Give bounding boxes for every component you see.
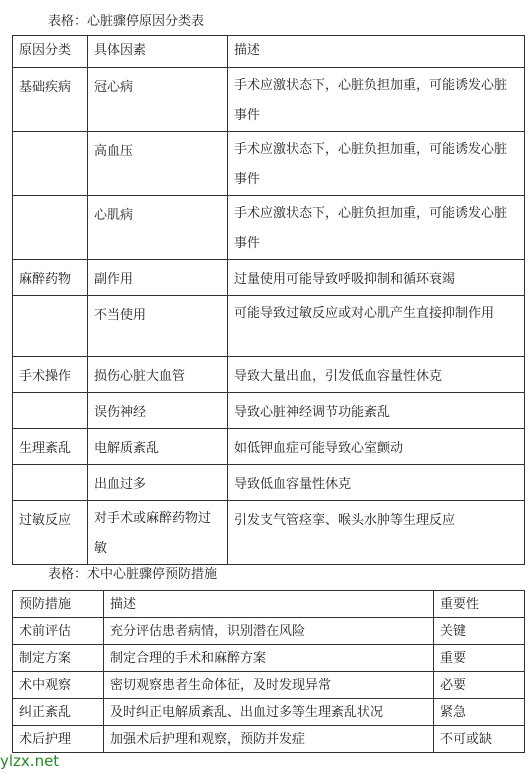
header-cell: 描述 bbox=[104, 591, 434, 618]
factor-cell: 对手术或麻醉药物过敏 bbox=[88, 501, 228, 565]
importance-cell: 关键 bbox=[434, 618, 525, 645]
measure-cell: 术中观察 bbox=[13, 672, 104, 699]
table-row bbox=[13, 501, 525, 565]
cause-category-cell: 过敏反应 bbox=[13, 501, 88, 565]
table-row bbox=[13, 296, 525, 357]
header-cell: 具体因素 bbox=[88, 36, 228, 68]
factor-cell: 副作用 bbox=[88, 260, 228, 296]
factor-cell: 损伤心脏大血管 bbox=[88, 357, 228, 393]
description-cell: 引发支气管痉挛、喉头水肿等生理反应 bbox=[228, 501, 525, 565]
table-row bbox=[13, 618, 525, 645]
table-row bbox=[13, 357, 525, 393]
description-cell: 手术应激状态下，心脏负担加重，可能诱发心脏事件 bbox=[228, 196, 525, 260]
factor-cell: 高血压 bbox=[88, 132, 228, 196]
description-cell: 可能导致过敏反应或对心肌产生直接抑制作用 bbox=[228, 296, 525, 357]
description-cell: 充分评估患者病情，识别潜在风险 bbox=[104, 618, 434, 645]
cause-category-cell: 生理紊乱 bbox=[13, 429, 88, 465]
header-cell: 描述 bbox=[228, 36, 525, 68]
cause-category-cell bbox=[13, 196, 88, 260]
cause-classification-table bbox=[12, 35, 525, 565]
table1-caption: 表格：心脏骤停原因分类表 bbox=[48, 14, 205, 29]
cause-category-cell: 基础疾病 bbox=[13, 68, 88, 132]
cause-category-cell: 手术操作 bbox=[13, 357, 88, 393]
measure-cell: 术前评估 bbox=[13, 618, 104, 645]
table-row bbox=[13, 393, 525, 429]
table-row bbox=[13, 260, 525, 296]
importance-cell: 重要 bbox=[434, 645, 525, 672]
table-row bbox=[13, 196, 525, 260]
table-header-row bbox=[13, 591, 525, 618]
measure-cell: 制定方案 bbox=[13, 645, 104, 672]
cause-category-cell bbox=[13, 132, 88, 196]
importance-cell: 必要 bbox=[434, 672, 525, 699]
cause-category-cell bbox=[13, 465, 88, 501]
description-cell: 过量使用可能导致呼吸抑制和循环衰竭 bbox=[228, 260, 525, 296]
factor-cell: 电解质紊乱 bbox=[88, 429, 228, 465]
importance-cell: 紧急 bbox=[434, 699, 525, 726]
description-cell: 手术应激状态下，心脏负担加重，可能诱发心脏事件 bbox=[228, 68, 525, 132]
description-cell: 手术应激状态下，心脏负担加重，可能诱发心脏事件 bbox=[228, 132, 525, 196]
factor-cell: 误伤神经 bbox=[88, 393, 228, 429]
header-cell: 预防措施 bbox=[13, 591, 104, 618]
factor-cell: 冠心病 bbox=[88, 68, 228, 132]
description-cell: 加强术后护理和观察，预防并发症 bbox=[104, 726, 434, 753]
table-row bbox=[13, 465, 525, 501]
description-cell: 导致心脏神经调节功能紊乱 bbox=[228, 393, 525, 429]
description-cell: 导致大量出血，引发低血容量性休克 bbox=[228, 357, 525, 393]
measure-cell: 纠正紊乱 bbox=[13, 699, 104, 726]
factor-cell: 心肌病 bbox=[88, 196, 228, 260]
site-watermark: ylzx.net bbox=[0, 752, 60, 770]
table-row bbox=[13, 726, 525, 753]
description-cell: 如低钾血症可能导致心室颤动 bbox=[228, 429, 525, 465]
table-row bbox=[13, 132, 525, 196]
description-cell: 导致低血容量性休克 bbox=[228, 465, 525, 501]
table-row bbox=[13, 672, 525, 699]
cause-category-cell bbox=[13, 296, 88, 357]
table-row bbox=[13, 699, 525, 726]
prevention-measures-table bbox=[12, 590, 525, 753]
header-cell: 重要性 bbox=[434, 591, 525, 618]
cause-category-cell bbox=[13, 393, 88, 429]
factor-cell: 不当使用 bbox=[88, 296, 228, 357]
importance-cell: 不可或缺 bbox=[434, 726, 525, 753]
table-header-row bbox=[13, 36, 525, 68]
cause-category-cell: 麻醉药物 bbox=[13, 260, 88, 296]
table2-caption: 表格：术中心脏骤停预防措施 bbox=[48, 567, 218, 582]
factor-cell: 出血过多 bbox=[88, 465, 228, 501]
description-cell: 及时纠正电解质紊乱、出血过多等生理紊乱状况 bbox=[104, 699, 434, 726]
header-cell: 原因分类 bbox=[13, 36, 88, 68]
table-row bbox=[13, 68, 525, 132]
measure-cell: 术后护理 bbox=[13, 726, 104, 753]
table-row bbox=[13, 429, 525, 465]
table-row bbox=[13, 645, 525, 672]
description-cell: 密切观察患者生命体征，及时发现异常 bbox=[104, 672, 434, 699]
description-cell: 制定合理的手术和麻醉方案 bbox=[104, 645, 434, 672]
